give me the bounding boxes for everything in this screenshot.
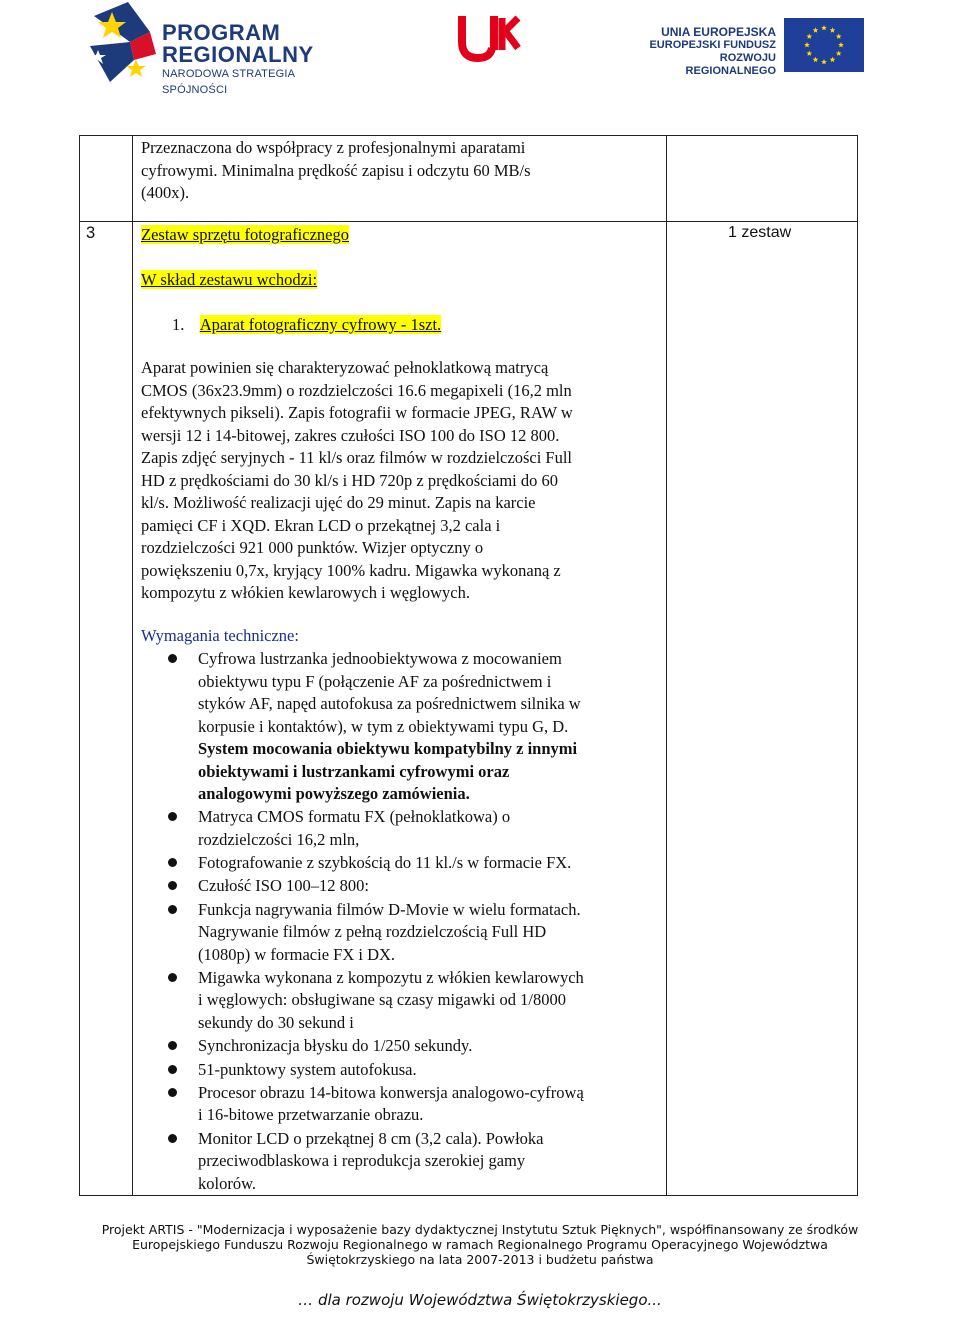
text-line: styków AF, napęd autofokusa za pośrednictwem silnika w <box>198 694 581 713</box>
camera-description <box>141 357 661 605</box>
list-item <box>141 648 661 806</box>
text-line: pamięci CF i XQD. Ekran LCD o przekątnej 3,2 cala i <box>141 515 501 535</box>
text-line: 51-punktowy system autofokusa. <box>198 1059 417 1079</box>
footer-line: Europejskiego Funduszu Rozwoju Regionalnego w ramach Regionalnego Programu Operacyjnego Województwa <box>132 1237 828 1252</box>
text-line: (1080p) w formacie FX i DX. <box>198 944 396 964</box>
item-title: Aparat fotograficzny cyfrowy - 1szt. <box>199 315 442 334</box>
list-item <box>141 1082 661 1127</box>
text-line: rozdzielczości 16,2 mln, <box>198 829 360 849</box>
bullet-icon <box>168 1134 177 1143</box>
bullet-icon <box>168 881 177 890</box>
footer-line: Projekt ARTIS - "Modernizacja i wyposażenie bazy dydaktycznej Instytutu Sztuk Pięknych", współfinansowany ze środków <box>101 1222 859 1237</box>
bullet-icon <box>168 858 177 867</box>
text-line: kompozytu z włókien kewlarowych i węglowych. <box>141 583 471 602</box>
text-line: korpusie i kontaktów), w tym z obiektywami typu G, D. <box>198 716 569 736</box>
text-line: Funkcja nagrywania filmów D-Movie w wielu formatach. <box>198 899 581 919</box>
text-line: CMOS (36x23.9mm) o rozdzielczości 16.6 megapixeli (16,2 mln <box>141 380 572 400</box>
list-item <box>141 1035 661 1058</box>
text-line: Matryca CMOS formatu FX (pełnoklatkowa) o <box>198 807 511 827</box>
footer-line: Świętokrzyskiego na lata 2007-2013 i budżetu państwa <box>306 1252 654 1267</box>
text-line: i węglowych: obsługiwane są czasy migawki od 1/8000 <box>198 990 566 1010</box>
page-footer <box>60 1222 900 1267</box>
text-line: Przeznaczona do współpracy z profesjonalnymi aparatami <box>141 138 526 157</box>
eu-text-line3: ROZWOJU REGIONALNEGO <box>685 52 776 77</box>
table-border-top <box>79 135 858 136</box>
logo-text-program: PROGRAM <box>162 20 281 45</box>
previous-row-description <box>141 137 661 205</box>
university-logo <box>456 14 522 64</box>
requirements-heading: Wymagania techniczne: <box>141 626 299 645</box>
logo-text-strategy: NARODOWA STRATEGIA SPÓJNOŚCI <box>162 68 295 96</box>
eu-fund-text <box>636 26 776 78</box>
item-number: 1. <box>172 315 185 334</box>
text-line: Aparat powinien się charakteryzować pełnoklatkową matrycą <box>141 358 549 377</box>
row-number: 3 <box>86 224 96 242</box>
list-item <box>141 899 661 967</box>
bullet-icon <box>168 1065 177 1074</box>
text-line: Czułość ISO 100–12 800: <box>198 876 369 896</box>
text-line: Zapis zdjęć seryjnych - 11 kl/s oraz filmów w rozdzielczości Full <box>141 448 573 467</box>
text-line: i 16-bitowe przetwarzanie obrazu. <box>198 1105 424 1125</box>
table-border-left <box>79 135 80 1196</box>
set-contents-heading <box>141 269 661 292</box>
eu-text-line1: UNIA EUROPEJSKA <box>661 25 776 39</box>
page-header <box>0 0 960 96</box>
text-line: Cyfrowa lustrzanka jednoobiektywowa z mocowaniem <box>198 649 562 668</box>
text-line: Fotografowanie z szybkością do 11 kl./s w formacie FX. <box>198 853 572 873</box>
text-line: kl/s. Możliwość realizacji ujęć do 29 minut. Zapis na karcie <box>141 493 536 512</box>
table-border-right <box>857 135 858 1196</box>
list-item <box>141 1128 661 1196</box>
text-line: HD z prędkościami do 30 kl/s i HD 720p z prędkościami do 60 <box>141 470 559 490</box>
bullet-icon <box>168 905 177 914</box>
item-heading <box>172 314 662 337</box>
bullet-icon <box>168 1088 177 1097</box>
program-regionalny-logo <box>90 2 350 96</box>
text-line: Synchronizacja błysku do 1/250 sekundy. <box>198 1036 473 1056</box>
set-title <box>141 224 661 247</box>
text-line: kolorów. <box>198 1173 257 1193</box>
bullet-icon <box>168 973 177 982</box>
text-line: sekundy do 30 sekund i <box>198 1012 354 1032</box>
text-line: powiększeniu 0,7x, kryjący 100% kadru. Migawka wykonaną z <box>141 560 561 580</box>
text-line: cyfrowymi. Minimalna prędkość zapisu i odczytu 60 MB/s <box>141 160 531 180</box>
text-line: (400x). <box>141 183 190 202</box>
set-contents-text: W skład zestawu wchodzi: <box>141 270 318 289</box>
table-divider-1 <box>132 135 133 1196</box>
text-line: Migawka wykonana z kompozytu z włókien kewlarowych <box>198 967 584 987</box>
table-divider-2 <box>666 135 667 1196</box>
eu-flag-icon <box>784 18 864 72</box>
text-line: przeciwodblaskowa i reprodukcja szerokiej gamy <box>198 1151 526 1171</box>
program-regionalny-emblem-icon <box>90 2 162 84</box>
requirements-list <box>141 648 661 1196</box>
list-item <box>141 806 661 851</box>
set-title-text: Zestaw sprzętu fotograficznego <box>141 225 349 244</box>
bullet-icon <box>168 1041 177 1050</box>
text-line: rozdzielczości 921 000 punktów. Wizjer optyczny o <box>141 538 484 557</box>
quantity-cell: 1 zestaw <box>728 224 792 241</box>
bullet-icon <box>168 812 177 821</box>
logo-text-regionalny: REGIONALNY <box>162 42 314 67</box>
eu-text-line2: EUROPEJSKI FUNDUSZ <box>649 39 776 51</box>
text-line-bold: analogowymi powyższego zamówienia. <box>198 784 470 803</box>
text-line: obiektywu typu F (połączenie AF za pośrednictwem i <box>198 671 552 691</box>
text-line: Nagrywanie filmów z pełną rozdzielczością Full HD <box>198 922 547 942</box>
list-item <box>141 967 661 1035</box>
list-item <box>141 875 661 898</box>
text-line: efektywnych pikseli). Zapis fotografii w formacie JPEG, RAW w <box>141 403 573 422</box>
text-line-bold: System mocowania obiektywu kompatybilny z innymi <box>198 739 578 758</box>
text-line: Monitor LCD o przekątnej 8 cm (3,2 cala). Powłoka <box>198 1128 544 1148</box>
table-row-separator <box>79 221 858 222</box>
text-line: Procesor obrazu 14-bitowa konwersja analogowo-cyfrową <box>198 1082 584 1102</box>
text-line-bold: obiektywami i lustrzankami cyfrowymi oraz <box>198 761 510 781</box>
bullet-icon <box>168 654 177 663</box>
ujk-logo-icon <box>456 14 522 64</box>
list-item <box>141 852 661 875</box>
footer-tagline: … dla rozwoju Województwa Świętokrzyskiego... <box>298 1291 662 1309</box>
list-item <box>141 1059 661 1082</box>
text-line: wersji 12 i 14-bitowej, zakres czułości ISO 100 do ISO 12 800. <box>141 425 560 445</box>
